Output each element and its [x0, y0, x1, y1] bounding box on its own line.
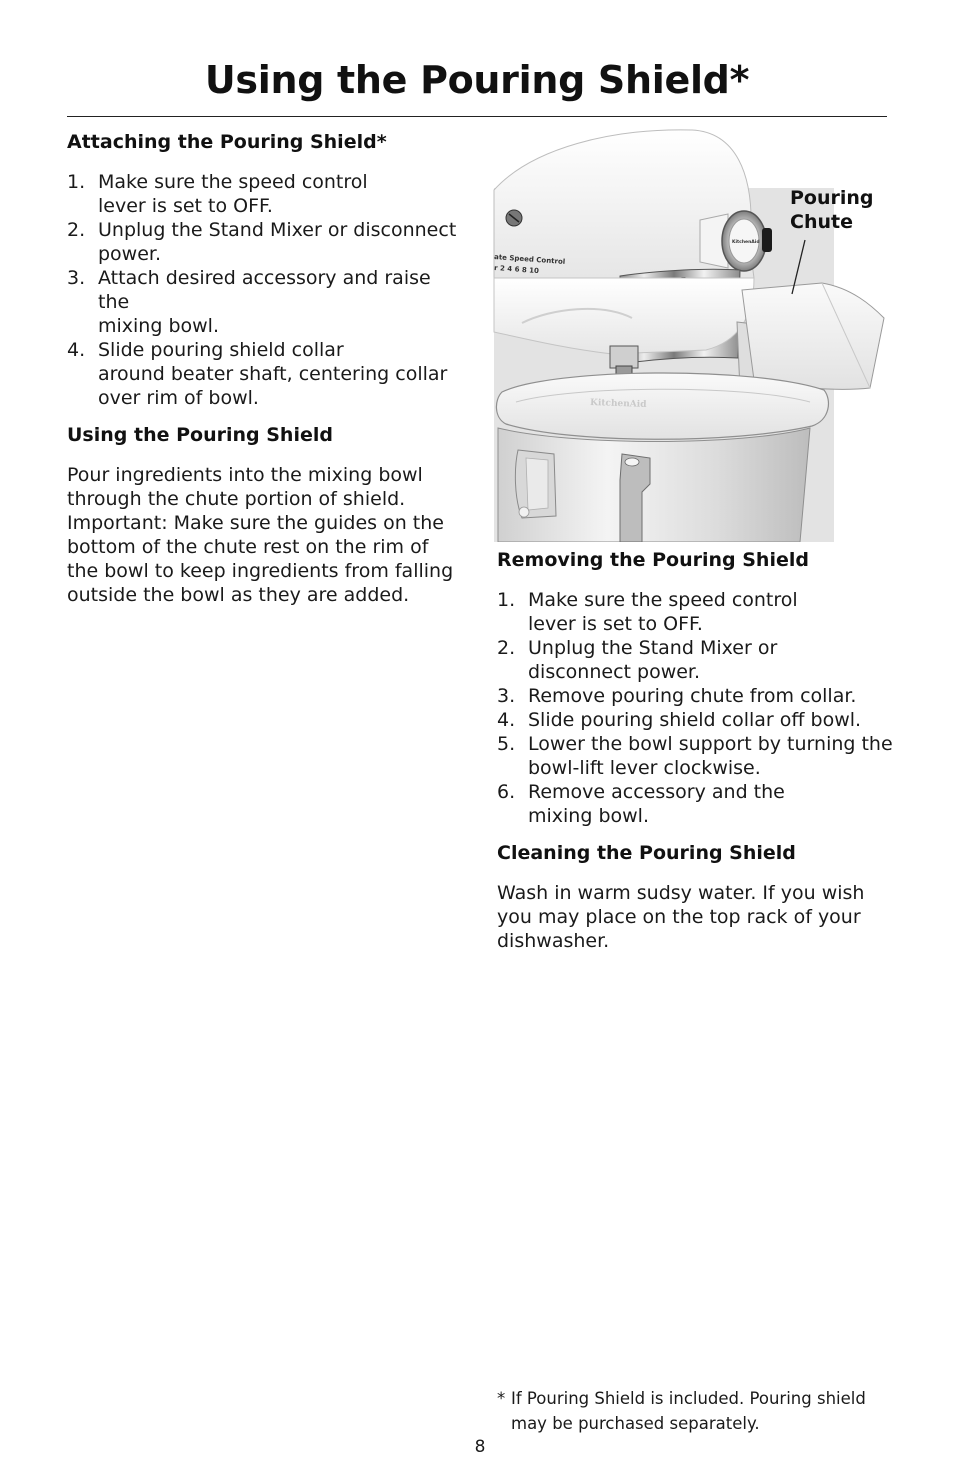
list-item: 4. Slide pouring shield collar around beater shaft, centering collar over rim of bowl.: [67, 339, 448, 409]
attaching-heading: Attaching the Pouring Shield*: [67, 131, 387, 153]
page-number: 8: [474, 1437, 486, 1457]
right-column: [497, 546, 897, 953]
list-item: 4. Slide pouring shield collar off bowl.: [497, 709, 862, 731]
title-divider: [67, 116, 887, 117]
cleaning-paragraph: Wash in warm sudsy water. If you wish you may place on the top rack of your dishwasher.: [497, 882, 865, 952]
beater-shaft: [610, 346, 638, 368]
removing-steps: [497, 588, 897, 828]
list-item: 2. Unplug the Stand Mixer or disconnect power.: [67, 219, 457, 265]
cleaning-heading: Cleaning the Pouring Shield: [497, 842, 796, 864]
list-item: 3. Attach desired accessory and raise the mixing bowl.: [67, 267, 431, 337]
hub-logo: KitchenAid: [732, 240, 760, 245]
using-paragraph: Pour ingredients into the mixing bowl through the chute portion of shield. Important: Make sure the guides on the bottom of the chute rest on the rim of the bowl to keep ingredients from falling outside the bowl as they are added.: [67, 464, 454, 606]
list-item: 6. Remove accessory and the mixing bowl.: [497, 781, 785, 827]
using-heading: Using the Pouring Shield: [67, 424, 333, 446]
footnote: * If Pouring Shield is included. Pouring shield may be purchased separately.: [497, 1389, 866, 1433]
left-column: [67, 128, 462, 607]
pouring-chute-callout: Pouring Chute: [790, 187, 874, 233]
speed-numbers: r 2 4 6 8 10: [493, 264, 540, 276]
list-item: 1. Make sure the speed control lever is set to OFF.: [67, 171, 368, 217]
hub-cap: [762, 228, 772, 252]
list-item: 3. Remove pouring chute from collar.: [497, 685, 857, 707]
list-item: 1. Make sure the speed control lever is set to OFF.: [497, 589, 798, 635]
speed-control-label: ate Speed Control: [493, 253, 566, 266]
removing-heading: Removing the Pouring Shield: [497, 549, 809, 571]
attaching-steps: [67, 170, 462, 410]
shield-logo: KitchenAid: [589, 398, 647, 410]
shield-collar: [496, 373, 828, 439]
pouring-chute: [742, 283, 884, 389]
list-item: 5. Lower the bowl support by turning the bowl-lift lever clockwise.: [497, 733, 893, 779]
page-title: Using the Pouring Shield*: [204, 58, 750, 102]
list-item: 2. Unplug the Stand Mixer or disconnect power.: [497, 637, 778, 683]
